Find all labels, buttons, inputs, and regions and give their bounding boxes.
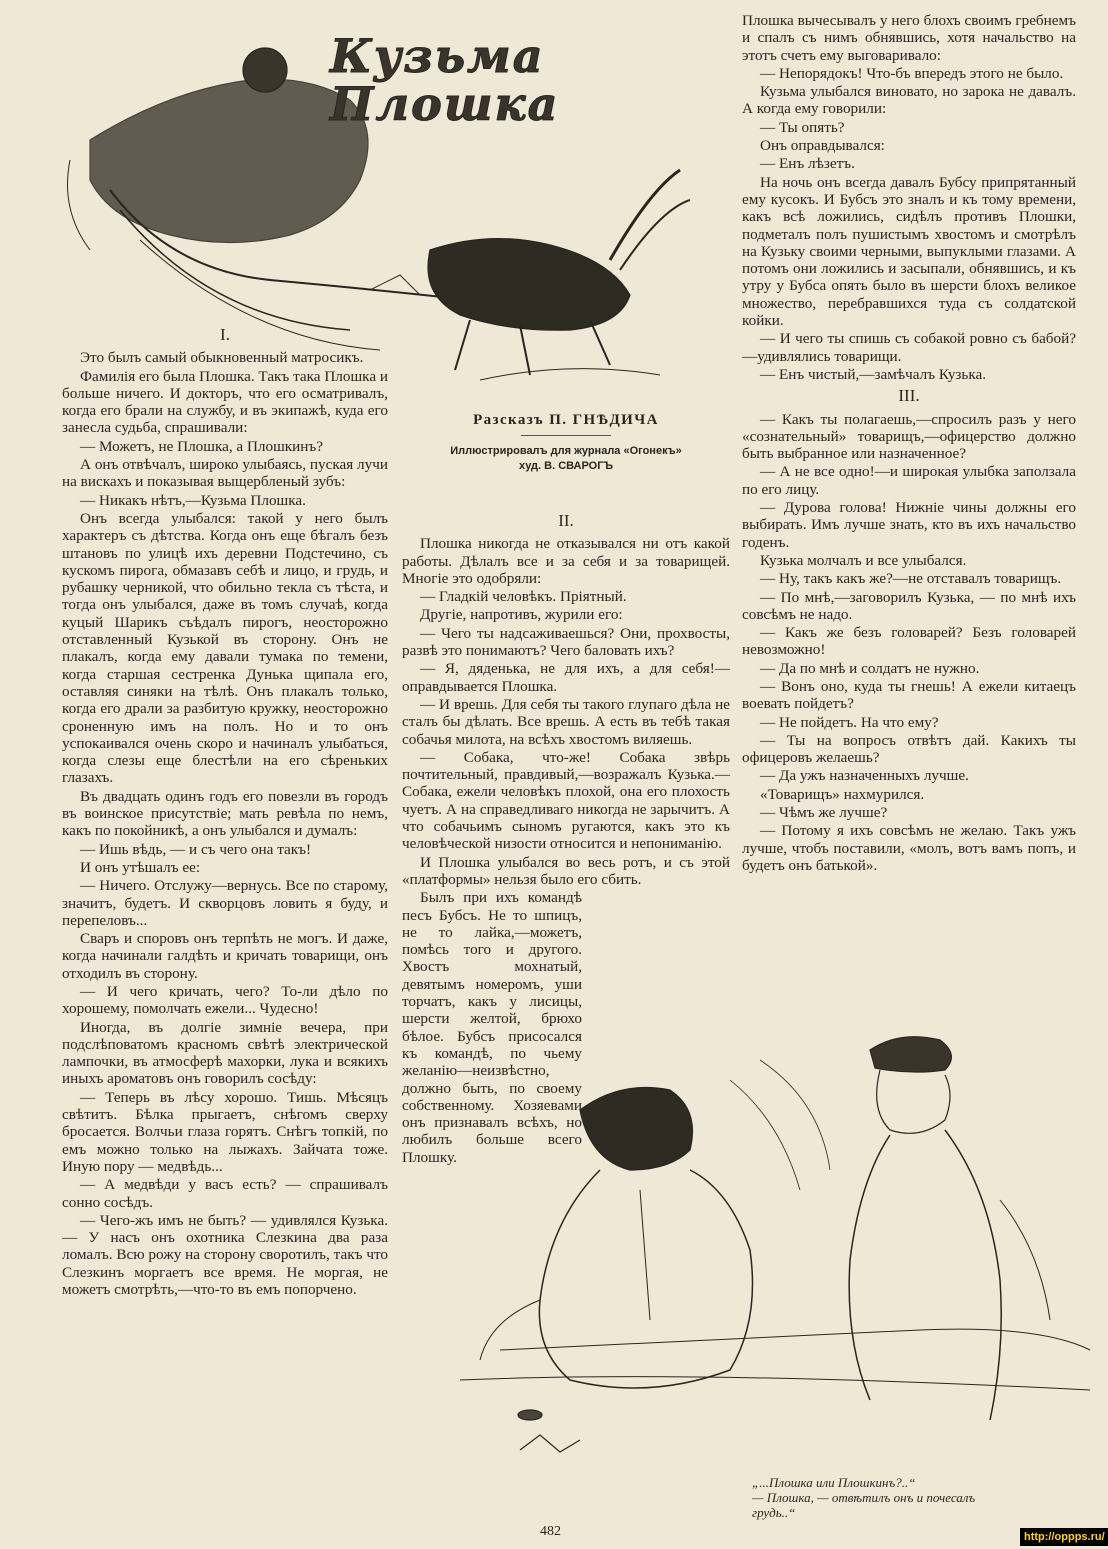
paragraph: — Чего-жъ имъ не быть? — удивлялся Кузька. — У насъ онъ охотника Слезкина два раза ломалъ. Всю рожу на сторону своротилъ, такъ что Слезкинъ моргаетъ все время. Не моргая, не можетъ смотрѣть,—что-то въ емъ попорчено.	[62, 1211, 388, 1299]
watermark-url: http://oppps.ru/	[1020, 1528, 1108, 1546]
paragraph: — Ничего. Отслужу—вернусь. Все по старому, значитъ, будетъ. И скворцовъ ловить я буду, и перепеловъ...	[62, 877, 388, 929]
paragraph: — Непорядокъ! Что-бъ впередъ этого не было.	[760, 64, 1064, 82]
paragraph: — Я, дяденька, не для ихъ, а для себя!—оправдывается Плошка.	[402, 660, 730, 695]
illustrator-line-2: худ. В. СВАРОГЪ	[518, 460, 614, 472]
paragraph: — И чего кричать, чего? То-ли дѣло по хорошему, помолчать ежели... Чудесно!	[62, 982, 388, 1018]
column-3	[742, 12, 1076, 875]
paragraph: — Чѣмъ же лучше?	[760, 804, 888, 822]
paragraph: «Товарищъ» нахмурился.	[760, 785, 925, 803]
section-heading-2: II.	[558, 511, 574, 530]
paragraph: — И врешь. Для себя ты такого глупаго дѣла не сталъ бы дѣлать. Все врешь. А есть въ тебѣ такая собачья милота, на всѣхъ хвостомъ виляешь.	[402, 695, 730, 748]
paragraph: Кузька молчалъ и все улыбался.	[760, 551, 967, 569]
paragraph: Иногда, въ долгiе зимнiе вечера, при подслѣповатомъ красномъ свѣтѣ электрической лампочки, въ атмосферѣ махорки, лука и всякихъ иныхъ ароматовъ онъ говорилъ сосѣду:	[62, 1018, 388, 1088]
caption-line-1: „...Плошка или Плошкинъ?..“	[752, 1475, 916, 1490]
section-heading-3: III.	[898, 386, 920, 406]
paragraph: — Ты опять?	[760, 118, 845, 136]
section-heading-1: I.	[220, 325, 230, 344]
paragraph: Другiе, напротивъ, журили его:	[420, 606, 623, 624]
paragraph: Это былъ самый обыкновенный матросикъ.	[80, 349, 364, 367]
paragraph: — Собака, что-же! Собака звѣрь почтительный, правдивый,—возражалъ Кузька.—Собака, ежели человѣкъ плохой, она его плохость чуетъ. А на справедливаго никогда не зарычитъ. А что собачьимъ сыномъ ругаются, какъ это къ человѣческой низости относится и непониманiю.	[402, 748, 730, 853]
two-sailors-illustration	[400, 1020, 1100, 1480]
illustration-caption	[752, 1475, 1012, 1520]
paragraph: — Ну, такъ какъ же?—не отставалъ товарищъ.	[760, 570, 1062, 588]
paragraph: Плошка вычесывалъ у него блохъ своимъ гребнемъ и спалъ съ нимъ обнявшись, хотя начальство на этотъ счетъ ему выговаривало:	[742, 12, 1076, 64]
paragraph: — Ты на вопросъ отвѣтъ дай. Какихъ ты офицеровъ желаешь?	[742, 731, 1076, 767]
page-number: 482	[540, 1524, 561, 1539]
paragraph: — Енъ лѣзетъ.	[760, 155, 855, 173]
byline	[402, 412, 730, 474]
paragraph: — Дурова голова! Нижнiе чины должны его выбирать. Имъ лучше знать, кто въ ихъ начальство годенъ.	[742, 499, 1076, 551]
title-line-1: Кузьма	[330, 29, 545, 83]
story-title	[330, 29, 630, 131]
paragraph: Плошка никогда не отказывался ни отъ какой работы. Дѣлалъ все и за себя и за товарищей. Многiе это одобряли:	[402, 535, 730, 587]
paragraph: Былъ при ихъ командѣ песъ Бубсъ. Не то шпицъ, не то лайка,—можетъ, помѣсь того и другого. Хвостъ мохнатый, девятымъ номеромъ, уши торчатъ, какъ у лисицы, шерсти желтой, брюхо бѣлое. Бубсъ присосался къ командѣ, по чьему желанiю—неизвѣстно, должно быть, по своему собственному. Хозяевами онъ признавалъ всѣхъ, но любилъ больше всего Плошку.	[402, 889, 582, 1166]
caption-line-2: — Плошка, — отвѣтилъ онъ и почесалъ грудь..“	[752, 1490, 976, 1520]
paragraph: — Не пойдетъ. На что ему?	[760, 713, 939, 731]
paragraph: И онъ утѣшалъ ее:	[80, 858, 201, 876]
divider	[521, 435, 611, 436]
paragraph: Въ двадцать одинъ годъ его повезли въ городъ въ воинское присутствiе; мать ревѣла по немъ, какъ по покойникѣ, а онъ улыбался и думалъ:	[62, 787, 388, 840]
paragraph: А онъ отвѣчалъ, широко улыбаясь, пуская лучи на вискахъ и показывая выщербленый зубъ:	[62, 456, 388, 491]
paragraph: — Какъ же безъ головарей? Безъ головарей невозможно!	[742, 624, 1076, 659]
paragraph: Кузьма улыбался виновато, но зарока не давалъ. А когда ему говорили:	[742, 83, 1076, 118]
paragraph: — Енъ чистый,—замѣчалъ Кузька.	[760, 365, 987, 383]
paragraph: Онъ всегда улыбался: такой у него былъ характеръ съ дѣтства. Когда онъ еще бѣгалъ безъ штановъ по улицѣ ихъ деревни Подстечино, съ кускомъ пирога, обмазавъ себѣ и лицо, и грудь, и рубашку черникой, что обильно текла съ тѣста, и тогда онъ улыбался, даже въ томъ случаѣ, когда куцый Шарикъ съѣдалъ пирогъ, неосторожно отставленный Кузькой въ сторону. Онъ не плакалъ, когда ему давали тумака по темени, когда старшая сестренка Дунька щипала его, оставляя синяки на тѣлѣ. Онъ плакалъ только, когда его драли за разбитую кружку, неосторожно сроненную имъ на полъ. Но и то онъ успокаивался очень скоро и начиналъ улыбаться, когда слезы еще блестѣли на его сѣреньких глазахъ.	[62, 509, 388, 787]
paragraph: — Потому я ихъ совсѣмъ не желаю. Такъ ужъ лучше, чтобъ поставили, «молъ, вотъ вамъ попъ, и будетъ онъ батькой».	[742, 822, 1076, 874]
paragraph: — Теперь въ лѣсу хорошо. Тишь. Мѣсяцъ свѣтитъ. Бѣлка прыгаетъ, снѣгомъ сверху бросается. Волчьи глаза горятъ. Снѣгъ топкiй, по емъ можно только на лыжахъ. Зайчата тоже. Иную пору — медвѣдь...	[62, 1088, 388, 1175]
illustrator-line-1: Иллюстрировалъ для журнала «Огонекъ»	[450, 445, 682, 457]
paragraph: — И чего ты спишь съ собакой ровно съ бабой?—удивлялись товарищи.	[742, 330, 1076, 365]
paragraph: — По мнѣ,—заговорилъ Кузька, — по мнѣ ихъ совсѣмъ не надо.	[742, 588, 1076, 623]
author-credit: Разсказъ П. ГНѢДИЧА	[473, 412, 659, 428]
paragraph: — Чего ты надсаживаешься? Они, прохвосты, развѣ это понимаютъ? Чего баловать ихъ?	[402, 624, 730, 660]
title-line-2: Плошка	[330, 77, 560, 131]
paragraph: На ночь онъ всегда давалъ Бубсу припрятанный ему кусокъ. И Бубсъ это зналъ и къ тому времени, какъ всѣ ложились, сидѣлъ противъ Плошки, подметалъ полъ пушистымъ хвостомъ и смотрѣлъ на Кузьку своими черными, выпуклыми глазами. А потомъ они ложились и засыпали, обнявшись, и къ утру у Бубса опять было въ шерсти блохъ великое множество, перебравшихся туда съ солдатской койки.	[742, 173, 1076, 330]
paragraph: — Да по мнѣ и солдатъ не нужно.	[760, 659, 980, 677]
paragraph: — Ишь вѣдь, — и съ чего она такъ!	[80, 840, 312, 858]
paragraph: — Вонъ оно, куда ты гнешь! А ежели китаецъ воевать пойдетъ?	[742, 677, 1076, 713]
paragraph: — А не все одно!—и широкая улыбка заползала по его лицу.	[742, 463, 1076, 498]
illustrator-credit	[402, 444, 730, 474]
paragraph: — Можетъ, не Плошка, а Плошкинъ?	[80, 437, 324, 455]
paragraph: Сваръ и споровъ онъ терпѣть не могъ. И даже, когда начинали галдѣть и кричать товарищи, онъ отходилъ въ сторону.	[62, 930, 388, 982]
paragraph: — Да ужъ назначенныхъ лучше.	[760, 767, 969, 785]
paragraph: И Плошка улыбался во весь ротъ, и съ этой «платформы» нельзя было его сбить.	[402, 853, 730, 888]
paragraph: — Никакъ нѣтъ,—Кузьма Плошка.	[80, 491, 306, 509]
paragraph: Фамилiя его была Плошка. Такъ така Плошка и больше ничего. И докторъ, что его осматривалъ, когда его брали на службу, и въ экипажѣ, куда его занесла судьба, спрашивали:	[62, 367, 388, 437]
paragraph: — Какъ ты полагаешь,—спросилъ разъ у него «сознательный» товарищъ,—офицерство должно быть выбранное или назначенное?	[742, 410, 1076, 463]
paragraph: — А медвѣди у васъ есть? — спрашивалъ сонно сосѣдъ.	[62, 1176, 388, 1211]
paragraph: — Гладкiй человѣкъ. Прiятный.	[420, 588, 627, 606]
column-1	[62, 325, 388, 1299]
paragraph: Онъ оправдывался:	[760, 137, 885, 155]
